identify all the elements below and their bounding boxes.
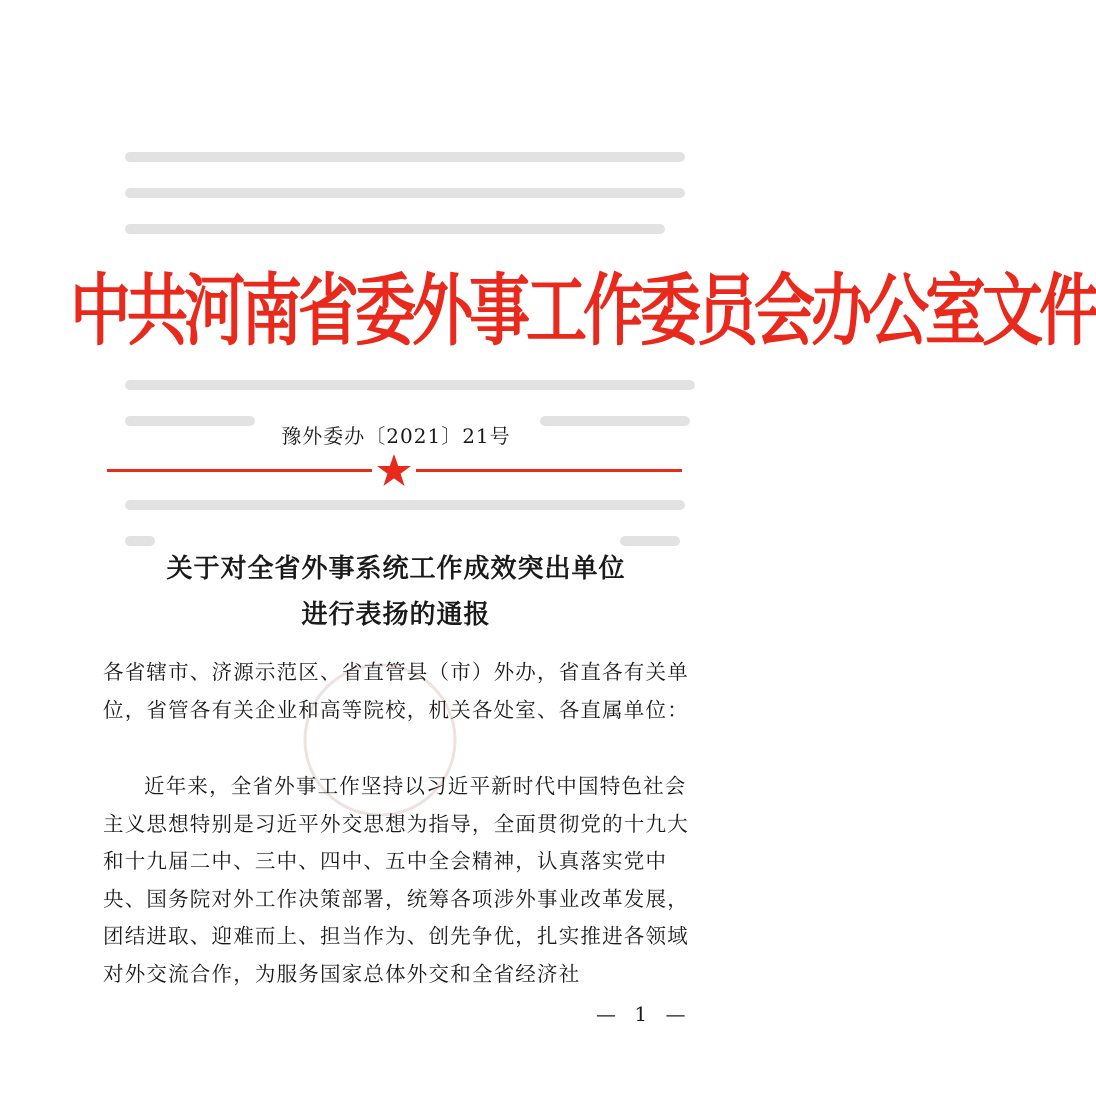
- addressee-paragraph: 各省辖市、济源示范区、省直管县（市）外办，省直各有关单位，省管各有关企业和高等院校，机关各处室、各直属单位：: [103, 660, 689, 722]
- notice-title-line2: 进行表扬的通报: [301, 600, 491, 630]
- notice-title-line1: 关于对全省外事系统工作成效突出单位: [166, 554, 626, 584]
- document-number: 豫外委办〔2021〕21号: [281, 424, 511, 448]
- star-icon: [376, 453, 412, 489]
- red-divider-left: [107, 469, 372, 472]
- page-number: — 1 —: [596, 1002, 692, 1026]
- document-header: 中共河南省委外事工作委员会办公室文件: [70, 265, 1096, 357]
- body-paragraph: 近年来，全省外事工作坚持以习近平新时代中国特色社会主义思想特别是习近平外交思想为指导，全面贯彻党的十九大和十九届二中、三中、四中、五中全会精神，认真落实党中央、国务院对外工作决策部署，统筹各项涉外事业改革发展，团结进取、迎难而上、担当作为、创先争优，扎实推进各领域对外交流合作，为服务国家总体外交和全省经济社: [103, 774, 689, 986]
- red-divider-right: [416, 469, 682, 472]
